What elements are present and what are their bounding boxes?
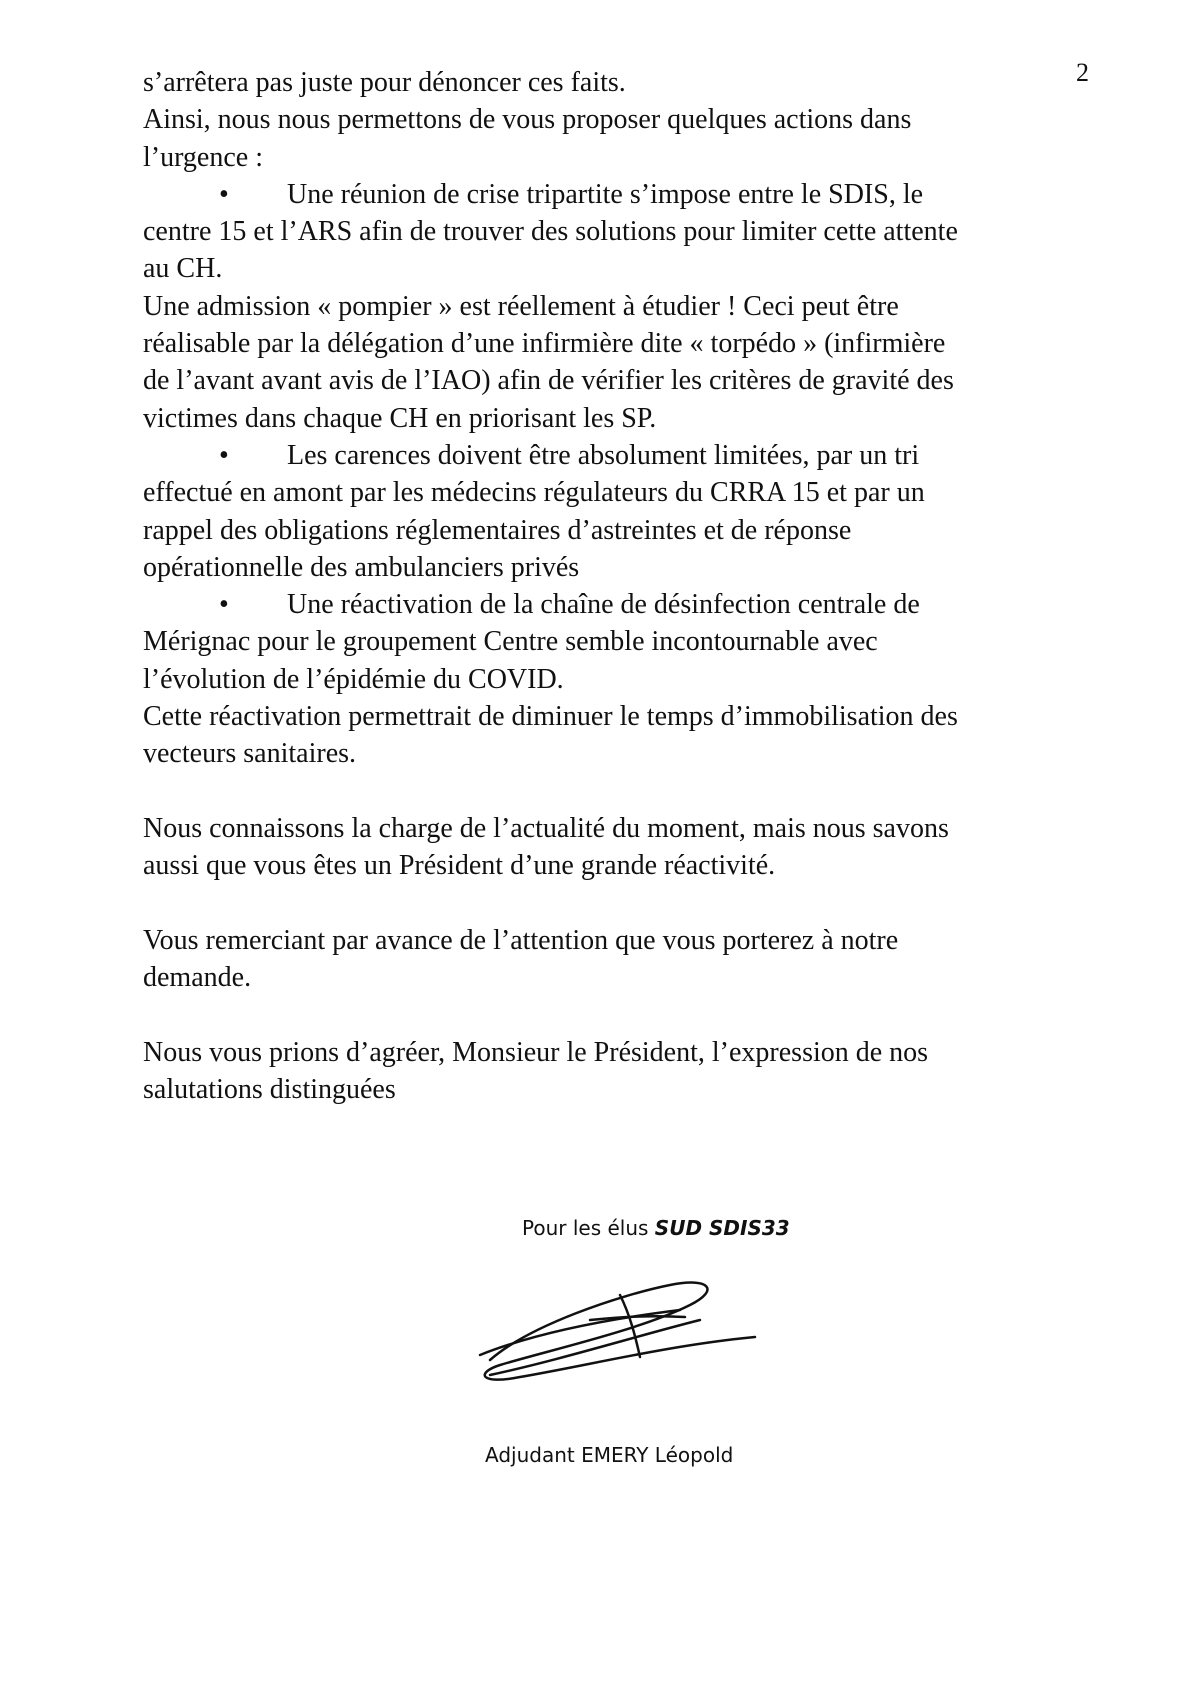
signature-label-text: Pour les élus	[522, 1216, 655, 1240]
handwritten-signature	[470, 1265, 770, 1395]
text-line: Une admission « pompier » est réellement à étudier ! Ceci peut être	[143, 290, 899, 322]
bullet-text: Une réunion de crise tripartite s’impose entre le SDIS, le	[287, 178, 924, 210]
text-line: Mérignac pour le groupement Centre semble incontournable avec	[143, 626, 878, 658]
text-line: effectué en amont par les médecins régulateurs du CRRA 15 et par un	[143, 477, 925, 509]
text-line: au CH.	[143, 253, 223, 285]
text-line: opérationnelle des ambulanciers privés	[143, 551, 580, 583]
signature-label	[522, 1216, 790, 1240]
text-line: Cette réactivation permettrait de diminuer le temps d’immobilisation des	[143, 701, 958, 733]
text-line: Vous remerciant par avance de l’attention que vous porterez à notre	[143, 924, 899, 956]
bullet-icon: •	[219, 439, 229, 471]
text-line: rappel des obligations réglementaires d’astreintes et de réponse	[143, 514, 852, 546]
letter-body	[143, 64, 1143, 1108]
text-line: vecteurs sanitaires.	[143, 738, 357, 770]
text-line: Nous connaissons la charge de l’actualité du moment, mais nous savons	[143, 812, 949, 844]
page-number: 2	[1076, 58, 1089, 87]
text-line: l’urgence :	[143, 141, 263, 173]
bullet-item	[143, 586, 1143, 623]
bullet-icon: •	[219, 178, 229, 210]
text-line: l’évolution de l’épidémie du COVID.	[143, 663, 564, 695]
bullet-icon: •	[219, 589, 229, 621]
text-line: Nous vous prions d’agréer, Monsieur le Président, l’expression de nos	[143, 1036, 929, 1068]
text-line: salutations distinguées	[143, 1074, 396, 1106]
text-line: centre 15 et l’ARS afin de trouver des solutions pour limiter cette attente	[143, 216, 958, 248]
text-line: victimes dans chaque CH en priorisant les SP.	[143, 402, 657, 434]
text-line: demande.	[143, 962, 252, 994]
bullet-item	[143, 176, 1143, 213]
text-line: de l’avant avant avis de l’IAO) afin de vérifier les critères de gravité des	[143, 365, 954, 397]
text-line: Ainsi, nous nous permettons de vous proposer quelques actions dans	[143, 104, 912, 136]
bullet-item	[143, 437, 1143, 474]
bullet-text: Une réactivation de la chaîne de désinfection centrale de	[287, 589, 920, 621]
text-line: aussi que vous êtes un Président d’une grande réactivité.	[143, 850, 776, 882]
bullet-text: Les carences doivent être absolument limitées, par un tri	[287, 439, 920, 471]
text-line: s’arrêtera pas juste pour dénoncer ces faits.	[143, 67, 626, 98]
text-line: réalisable par la délégation d’une infirmière dite « torpédo » (infirmière	[143, 328, 946, 360]
signatory-name: Adjudant EMERY Léopold	[485, 1443, 734, 1467]
signature-org: SUD SDIS33	[654, 1216, 790, 1240]
